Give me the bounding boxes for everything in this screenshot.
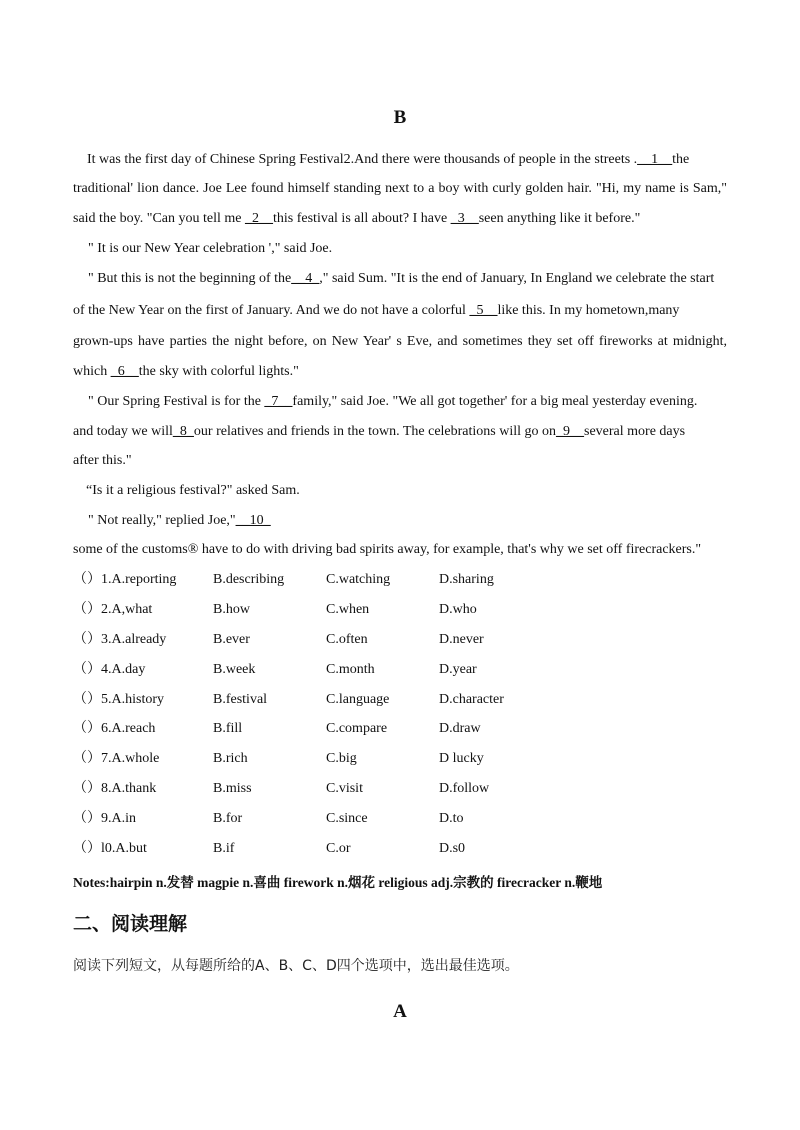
option-c: C.month	[326, 662, 375, 677]
option-c: C.or	[326, 841, 351, 856]
option-b: B.week	[213, 662, 256, 677]
question-number: （）2.A,what	[73, 602, 153, 617]
passage-line-10: and today we will_8_our relatives and friends in the town. The celebrations will go on_9__several more days	[73, 424, 686, 439]
option-d: D lucky	[439, 751, 484, 766]
question-number: （）7.A.whole	[73, 751, 160, 766]
passage-line-3: said the boy. "Can you tell me _2__this festival is all about? I have _3__seen anything like it before."	[73, 211, 641, 226]
question-number: （）1.A.reporting	[73, 572, 177, 587]
question-number: （）3.A.already	[73, 632, 167, 647]
option-b: B.how	[213, 602, 250, 617]
blank-3: _3__	[450, 211, 479, 226]
option-d: D.draw	[439, 721, 481, 736]
passage-line-12: “Is it a religious festival?" asked Sam.	[86, 483, 300, 498]
option-b: B.for	[213, 811, 243, 826]
passage-line-14: some of the customs® have to do with driving bad spirits away, for example, that's why we set off firecrackers."	[73, 542, 702, 557]
section-title: 二、阅读理解	[73, 913, 188, 935]
option-c: C.big	[326, 751, 357, 766]
question-number: （）9.A.in	[73, 811, 136, 826]
option-c: C.when	[326, 602, 370, 617]
section-heading-b: B	[393, 107, 407, 128]
instructions: 阅读下列短文，从每题所给的A、B、C、D四个选项中，选出最佳选项。	[73, 958, 519, 974]
question-row-2	[73, 602, 673, 618]
option-d: D.character	[439, 692, 504, 707]
question-number: （）8.A.thank	[73, 781, 157, 796]
question-row-9	[73, 811, 673, 827]
question-row-7	[73, 751, 673, 767]
blank-8: _8_	[172, 424, 194, 439]
option-d: D.follow	[439, 781, 490, 796]
passage-line-13: " Not really," replied Joe,"__10_	[88, 513, 271, 528]
passage-line-8: which _6__the sky with colorful lights."	[73, 364, 299, 379]
blank-6: _6__	[110, 364, 139, 379]
question-number: （）5.A.history	[73, 692, 164, 707]
question-row-4	[73, 662, 673, 678]
blank-4: __4_	[291, 271, 320, 286]
blank-7: _7__	[264, 394, 293, 409]
passage-line-5: " But this is not the beginning of the__4_," said Sum. "It is the end of January, In England we celebrate the start	[88, 271, 715, 286]
blank-5: _5__	[469, 303, 498, 318]
blank-1: __1__	[637, 152, 673, 167]
passage-line-7: grown-ups have parties the night before, on New Year' s Eve, and sometimes they set off fireworks at midnight,	[73, 334, 727, 349]
option-b: B.ever	[213, 632, 250, 647]
option-d: D.sharing	[439, 572, 494, 587]
section-heading-a: A	[393, 1001, 407, 1022]
question-row-5	[73, 692, 673, 708]
option-c: C.since	[326, 811, 368, 826]
question-row-10	[73, 841, 673, 857]
question-number: （）6.A.reach	[73, 721, 156, 736]
option-b: B.festival	[213, 692, 268, 707]
passage-line-2: traditional' lion dance. Joe Lee found himself standing next to a boy with curly golden hair. "Hi, my name is Sam,"	[73, 181, 727, 196]
option-c: C.language	[326, 692, 390, 707]
option-d: D.s0	[439, 841, 466, 856]
option-b: B.miss	[213, 781, 252, 796]
option-c: C.compare	[326, 721, 388, 736]
option-b: B.if	[213, 841, 235, 856]
question-number: （）l0.A.but	[73, 841, 147, 856]
question-number: （）4.A.day	[73, 662, 146, 677]
option-c: C.visit	[326, 781, 363, 796]
option-d: D.year	[439, 662, 477, 677]
option-c: C.watching	[326, 572, 391, 587]
passage-line-11: after this."	[73, 453, 132, 468]
question-row-8	[73, 781, 673, 797]
option-c: C.often	[326, 632, 368, 647]
question-row-3	[73, 632, 673, 648]
blank-9: _9__	[556, 424, 585, 439]
question-row-1	[73, 572, 673, 588]
blank-2: _2__	[245, 211, 273, 226]
passage-line-4: " It is our New Year celebration '," said Joe.	[88, 241, 333, 256]
passage-line-9: " Our Spring Festival is for the _7__family," said Joe. "We all got together' for a big meal yesterday evening.	[88, 394, 698, 409]
vocabulary-notes: Notes:hairpin n.发替 magpie n.喜曲 firework n.烟花 religious adj.宗教的 firecracker n.鞭地	[73, 875, 603, 890]
option-b: B.fill	[213, 721, 243, 736]
option-b: B.rich	[213, 751, 248, 766]
option-d: D.never	[439, 632, 484, 647]
passage-line-1: It was the first day of Chinese Spring Festival2.And there were thousands of people in the streets .__1__the	[87, 152, 690, 167]
option-b: B.describing	[213, 572, 285, 587]
option-d: D.who	[439, 602, 477, 617]
question-row-6	[73, 721, 673, 737]
option-d: D.to	[439, 811, 464, 826]
blank-10: __10_	[235, 513, 271, 528]
passage-line-6: of the New Year on the first of January. And we do not have a colorful _5__like this. In my hometown,many	[73, 303, 680, 318]
